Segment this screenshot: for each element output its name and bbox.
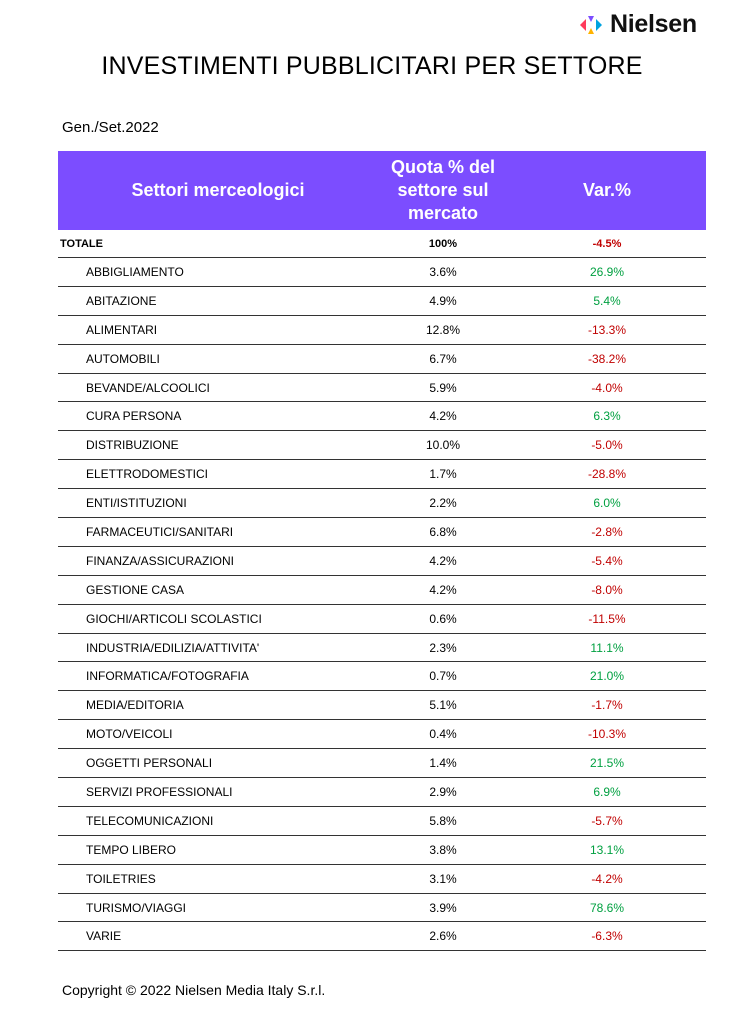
sector-label: ELETTRODOMESTICI: [86, 467, 209, 482]
change-value: 6.3%: [593, 409, 621, 424]
change-value: -5.4%: [591, 553, 623, 568]
table-row: [58, 605, 706, 634]
table-row: [58, 865, 706, 894]
sector-label: DISTRIBUZIONE: [86, 438, 179, 453]
change-value: -10.3%: [587, 727, 627, 742]
share-value: 4.2%: [429, 582, 457, 597]
sector-label: INFORMATICA/FOTOGRAFIA: [86, 669, 249, 684]
table-row: [58, 778, 706, 807]
header-share: Quota % del settore sul mercato: [390, 157, 495, 223]
table-row: [58, 374, 706, 403]
total-share: 100%: [428, 237, 458, 250]
sector-label: INDUSTRIA/EDILIZIA/ATTIVITA': [86, 640, 260, 655]
change-value: -11.5%: [588, 611, 626, 626]
change-value: 13.1%: [589, 842, 625, 857]
sector-label: AUTOMOBILI: [86, 351, 160, 366]
table-row: [58, 807, 706, 836]
share-value: 4.2%: [429, 409, 457, 424]
table-row: [58, 460, 706, 489]
sector-label: MOTO/VEICOLI: [86, 727, 173, 742]
table-row: [58, 691, 706, 720]
table-row: [58, 316, 706, 345]
total-row: [58, 230, 706, 258]
share-value: 12.8%: [425, 322, 461, 337]
change-value: 11.1%: [590, 640, 624, 655]
share-value: 5.8%: [429, 813, 457, 828]
change-value: -6.3%: [591, 929, 623, 944]
share-value: 10.0%: [425, 438, 461, 453]
change-value: -13.3%: [587, 322, 627, 337]
sector-label: ABBIGLIAMENTO: [86, 264, 184, 279]
table-row: [58, 402, 706, 431]
sector-label: FINANZA/ASSICURAZIONI: [86, 553, 235, 568]
change-value: -1.7%: [591, 698, 623, 713]
share-value: 3.9%: [429, 900, 457, 915]
table-row: [58, 287, 706, 316]
table-row: [58, 922, 706, 951]
table-row: [58, 894, 706, 923]
sector-label: GIOCHI/ARTICOLI SCOLASTICI: [86, 611, 262, 626]
change-value: -5.7%: [591, 813, 623, 828]
total-change: -4.5%: [592, 237, 622, 250]
table-row: [58, 431, 706, 460]
table-header: [58, 151, 706, 230]
sector-label: OGGETTI PERSONALI: [86, 756, 213, 771]
change-value: -5.0%: [591, 438, 623, 453]
change-value: -4.2%: [591, 871, 623, 886]
sector-label: TOILETRIES: [86, 871, 156, 886]
change-value: -2.8%: [591, 524, 623, 539]
sector-label: TEMPO LIBERO: [86, 842, 177, 857]
sector-label: ALIMENTARI: [86, 322, 158, 337]
share-value: 1.4%: [429, 756, 457, 771]
sector-label: FARMACEUTICI/SANITARI: [86, 524, 234, 539]
share-value: 5.9%: [429, 380, 457, 395]
table-row: [58, 634, 706, 663]
share-value: 6.7%: [429, 351, 457, 366]
sector-label: TURISMO/VIAGGI: [86, 900, 187, 915]
share-value: 2.9%: [429, 784, 457, 799]
share-value: 4.9%: [429, 293, 457, 308]
share-value: 2.6%: [429, 929, 457, 944]
change-value: 5.4%: [593, 293, 621, 308]
share-value: 2.3%: [429, 640, 457, 655]
share-value: 1.7%: [429, 467, 457, 482]
share-value: 0.6%: [429, 611, 457, 626]
table-row: [58, 258, 706, 287]
change-value: -4.0%: [591, 380, 623, 395]
share-value: 3.8%: [429, 842, 457, 857]
nielsen-logo-icon: [578, 14, 604, 36]
change-value: 6.0%: [593, 496, 621, 511]
change-value: 21.0%: [589, 669, 625, 684]
brand-name: Nielsen: [610, 10, 697, 38]
sector-label: ENTI/ISTITUZIONI: [86, 496, 187, 511]
share-value: 5.1%: [429, 698, 457, 713]
sector-label: TELECOMUNICAZIONI: [86, 813, 214, 828]
sector-label: SERVIZI PROFESSIONALI: [86, 784, 233, 799]
sector-label: ABITAZIONE: [86, 293, 157, 308]
share-value: 6.8%: [429, 524, 457, 539]
sector-label: CURA PERSONA: [86, 409, 182, 424]
change-value: 26.9%: [589, 264, 625, 279]
table-row: [58, 836, 706, 865]
change-value: 21.5%: [589, 756, 625, 771]
table-row: [58, 662, 706, 691]
table-body: [58, 258, 706, 951]
table-row: [58, 489, 706, 518]
sector-table: [58, 151, 706, 951]
table-row: [58, 576, 706, 605]
sector-label: MEDIA/EDITORIA: [86, 698, 184, 713]
share-value: 0.4%: [429, 727, 457, 742]
header-sector: Settori merceologici: [131, 180, 305, 200]
share-value: 3.6%: [429, 264, 457, 279]
share-value: 2.2%: [429, 496, 457, 511]
change-value: -38.2%: [587, 351, 627, 366]
share-value: 0.7%: [429, 669, 457, 684]
table-row: [58, 547, 706, 576]
table-row: [58, 720, 706, 749]
table-row: [58, 345, 706, 374]
page-title: INVESTIMENTI PUBBLICITARI PER SETTORE: [101, 52, 643, 80]
sector-label: BEVANDE/ALCOOLICI: [86, 380, 210, 395]
sector-label: GESTIONE CASA: [86, 582, 185, 597]
share-value: 3.1%: [429, 871, 457, 886]
change-value: -8.0%: [591, 582, 623, 597]
change-value: -28.8%: [587, 467, 627, 482]
header-change: Var.%: [582, 180, 632, 200]
period-label: Gen./Set.2022: [62, 119, 159, 136]
share-value: 4.2%: [429, 553, 457, 568]
table-row: [58, 749, 706, 778]
change-value: 78.6%: [589, 900, 625, 915]
copyright-notice: Copyright © 2022 Nielsen Media Italy S.r.l.: [62, 982, 326, 998]
total-label: TOTALE: [60, 237, 103, 250]
change-value: 6.9%: [593, 784, 621, 799]
sector-label: VARIE: [86, 929, 122, 944]
nielsen-logo: [578, 10, 697, 39]
table-row: [58, 518, 706, 547]
